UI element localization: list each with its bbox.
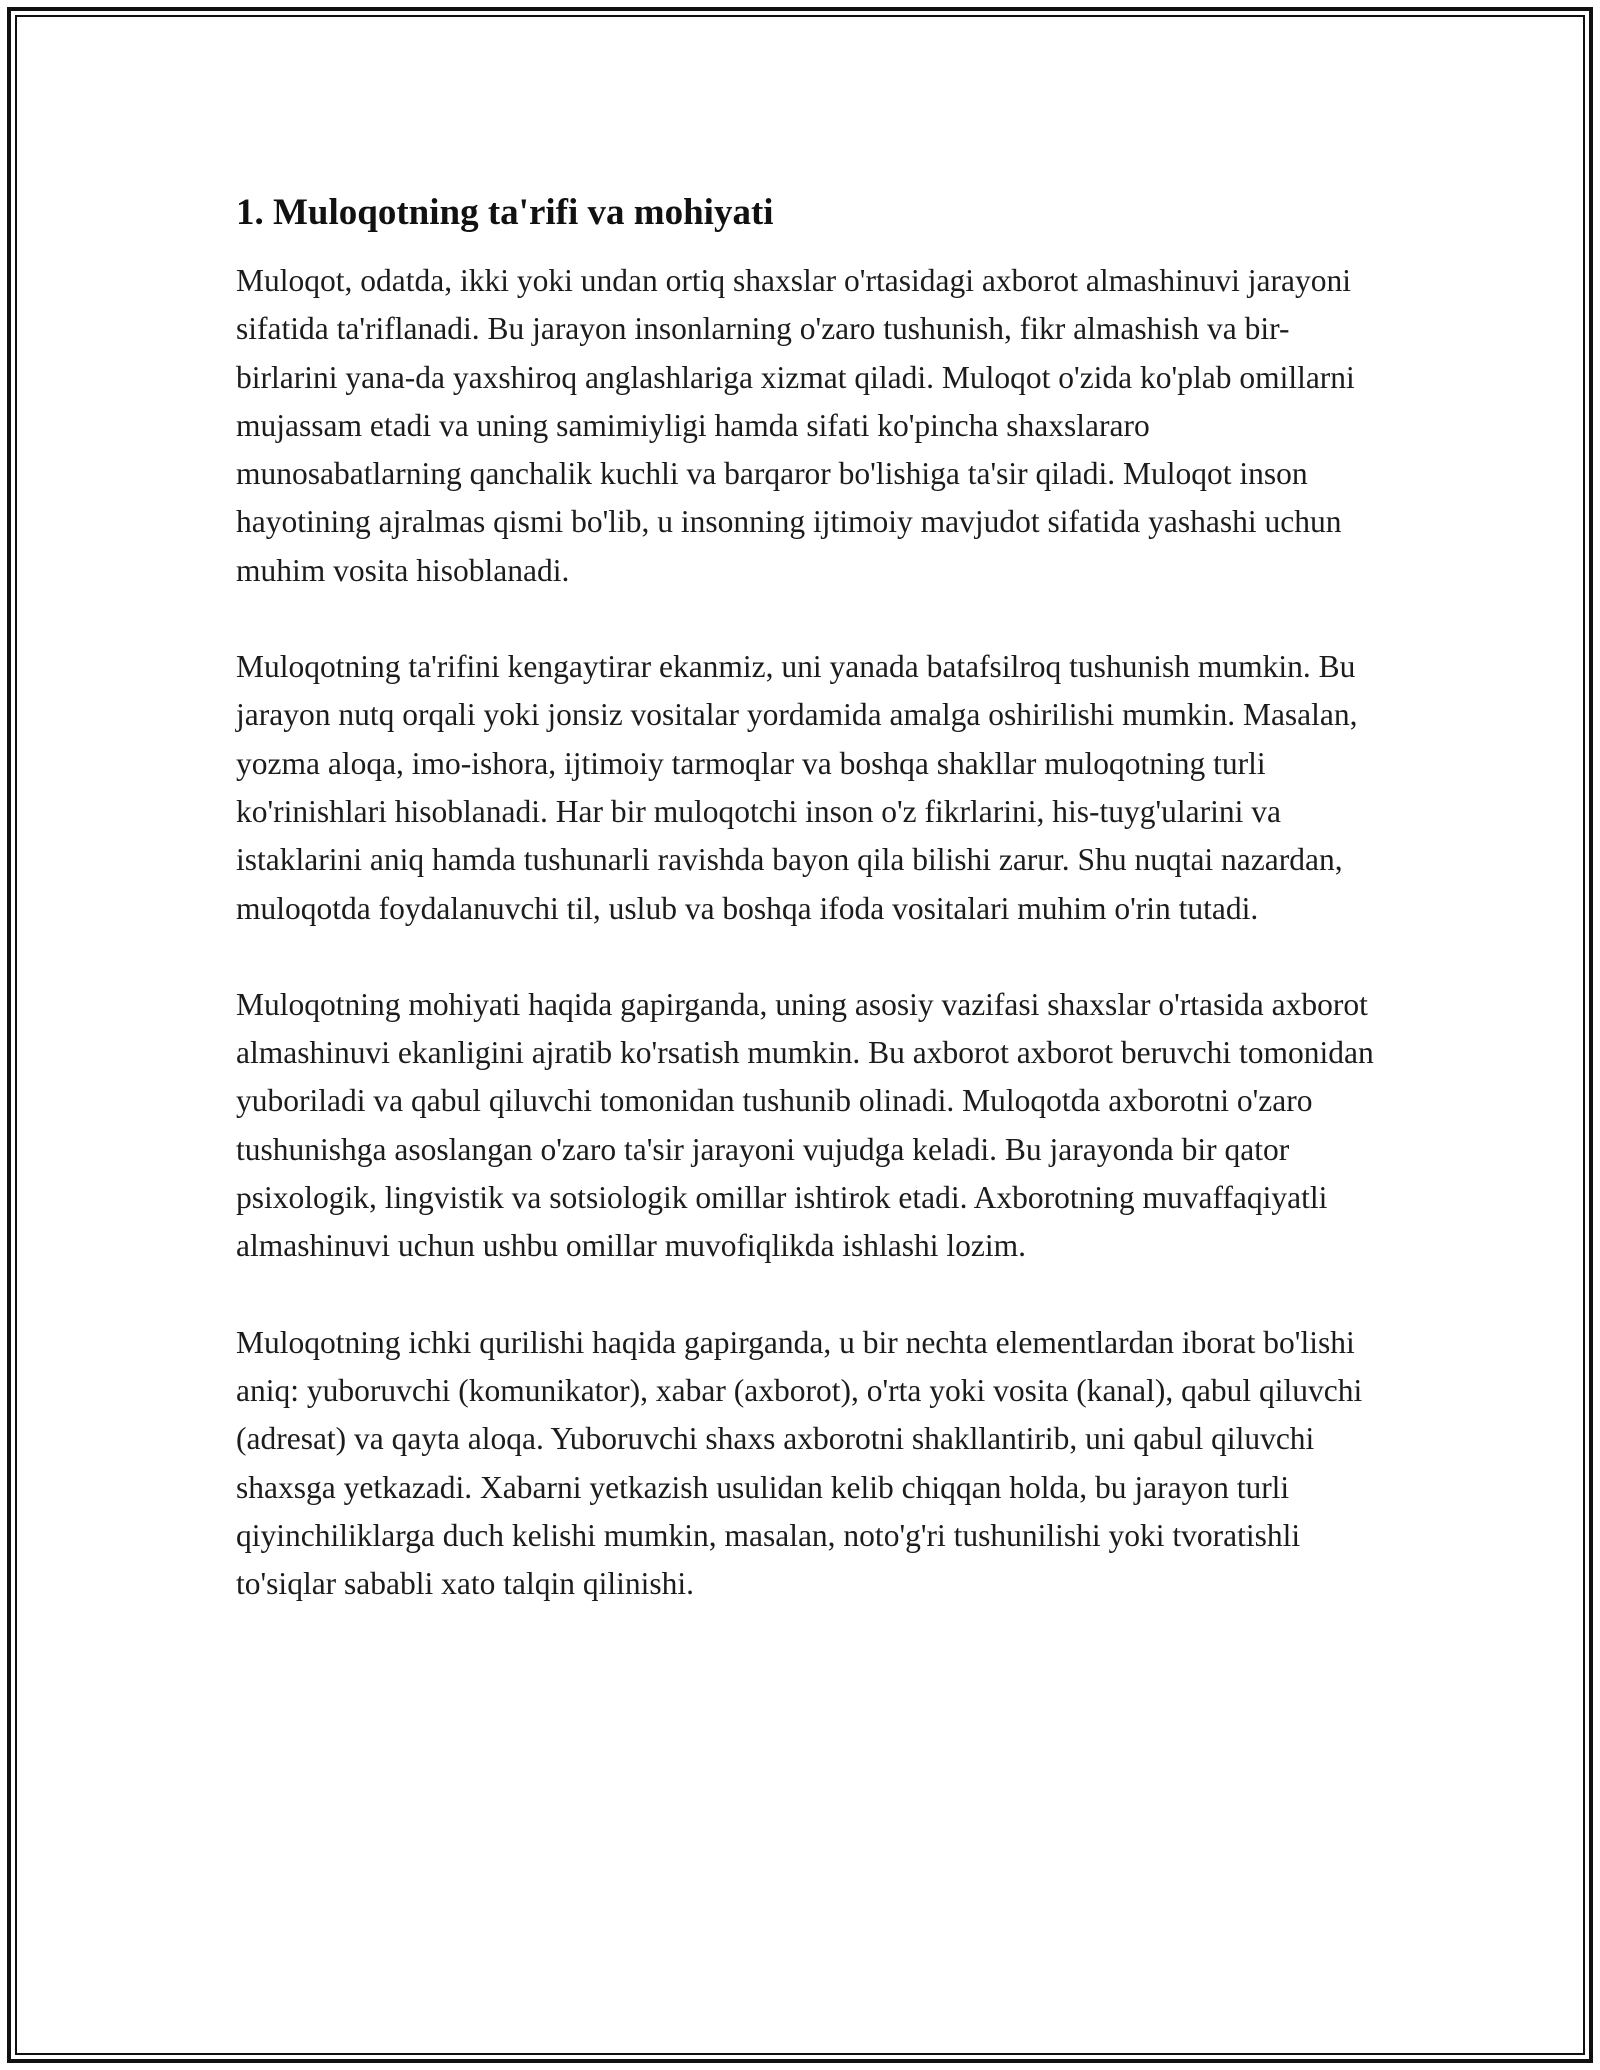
paragraph-essence: Muloqotning mohiyati haqida gapirganda, uning asosiy vazifasi shaxslar o'rtasida axborot almashinuvi ekanligini ajratib ko'rsatish mumkin. Bu axborot axborot beruvchi tomonidan yuboriladi va qabul qiluvchi tomonidan tushunib olinadi. Muloqotda axborotni o'zaro tushunishga asoslangan o'zaro ta'sir jarayoni vujudga keladi. Bu jarayonda bir qator psixologik, lingvistik va sotsiologik omillar ishtirok etadi. Axborotning muvaffaqiyatli almashinuvi uchun ushbu omillar muvofiqlikda ishlashi lozim. bbox=[236, 986, 1374, 1264]
paragraph-internal-structure: Muloqotning ichki qurilishi haqida gapirganda, u bir nechta elementlardan iborat bo'lishi aniq: yuboruvchi (komunikator), xabar (axborot), o'rta yoki vosita (kanal), qabul qiluvchi (adresat) va qayta aloqa. Yuboruvchi shaxs axborotni shakllantirib, uni qabul qiluvchi shaxsga yetkazadi. Xabarni yetkazish usulidan kelib chiqqan holda, bu jarayon turli qiyinchiliklarga duch kelishi mumkin, masalan, noto'g'ri tushunilishi yoki tvoratishli to'siqlar sababli xato talqin qilinishi. bbox=[236, 1324, 1363, 1602]
paragraph-expanded-definition: Muloqotning ta'rifini kengaytirar ekanmiz, uni yanada batafsilroq tushunish mumkin. Bu jarayon nutq orqali yoki jonsiz vositalar yordamida amalga oshirilishi mumkin. Masalan, yozma aloqa, imo-ishora, ijtimoiy tarmoqlar va boshqa shakllar muloqotning turli ko'rinishlari hisoblanadi. Har bir muloqotchi inson o'z fikrlarini, his-tuyg'ularini va istaklarini aniq hamda tushunarli ravishda bayon qila bilishi zarur. Shu nuqtai nazardan, muloqotda foydalanuvchi til, uslub va boshqa ifoda vositalari muhim o'rin tutadi. bbox=[236, 649, 1358, 926]
document-body bbox=[236, 187, 1376, 1656]
section-title: 1. Muloqotning ta'rifi va mohiyati bbox=[236, 192, 774, 233]
paragraph-definition: Muloqot, odatda, ikki yoki undan ortiq shaxslar o'rtasidagi axborot almashinuvi jarayoni sifatida ta'riflanadi. Bu jarayon insonlarning o'zaro tushunish, fikr almashish va bir-birlarini yana-da yaxshiroq anglashlariga xizmat qiladi. Muloqot o'zida ko'plab omillarni mujassam etadi va uning samimiyligi hamda sifati ko'pincha shaxslararo munosabatlarning qanchalik kuchli va barqaror bo'lishiga ta'sir qiladi. Muloqot inson hayotining ajralmas qismi bo'lib, u insonning ijtimoiy mavjudot sifatida yashashi uchun muhim vosita hisoblanadi. bbox=[236, 263, 1355, 588]
